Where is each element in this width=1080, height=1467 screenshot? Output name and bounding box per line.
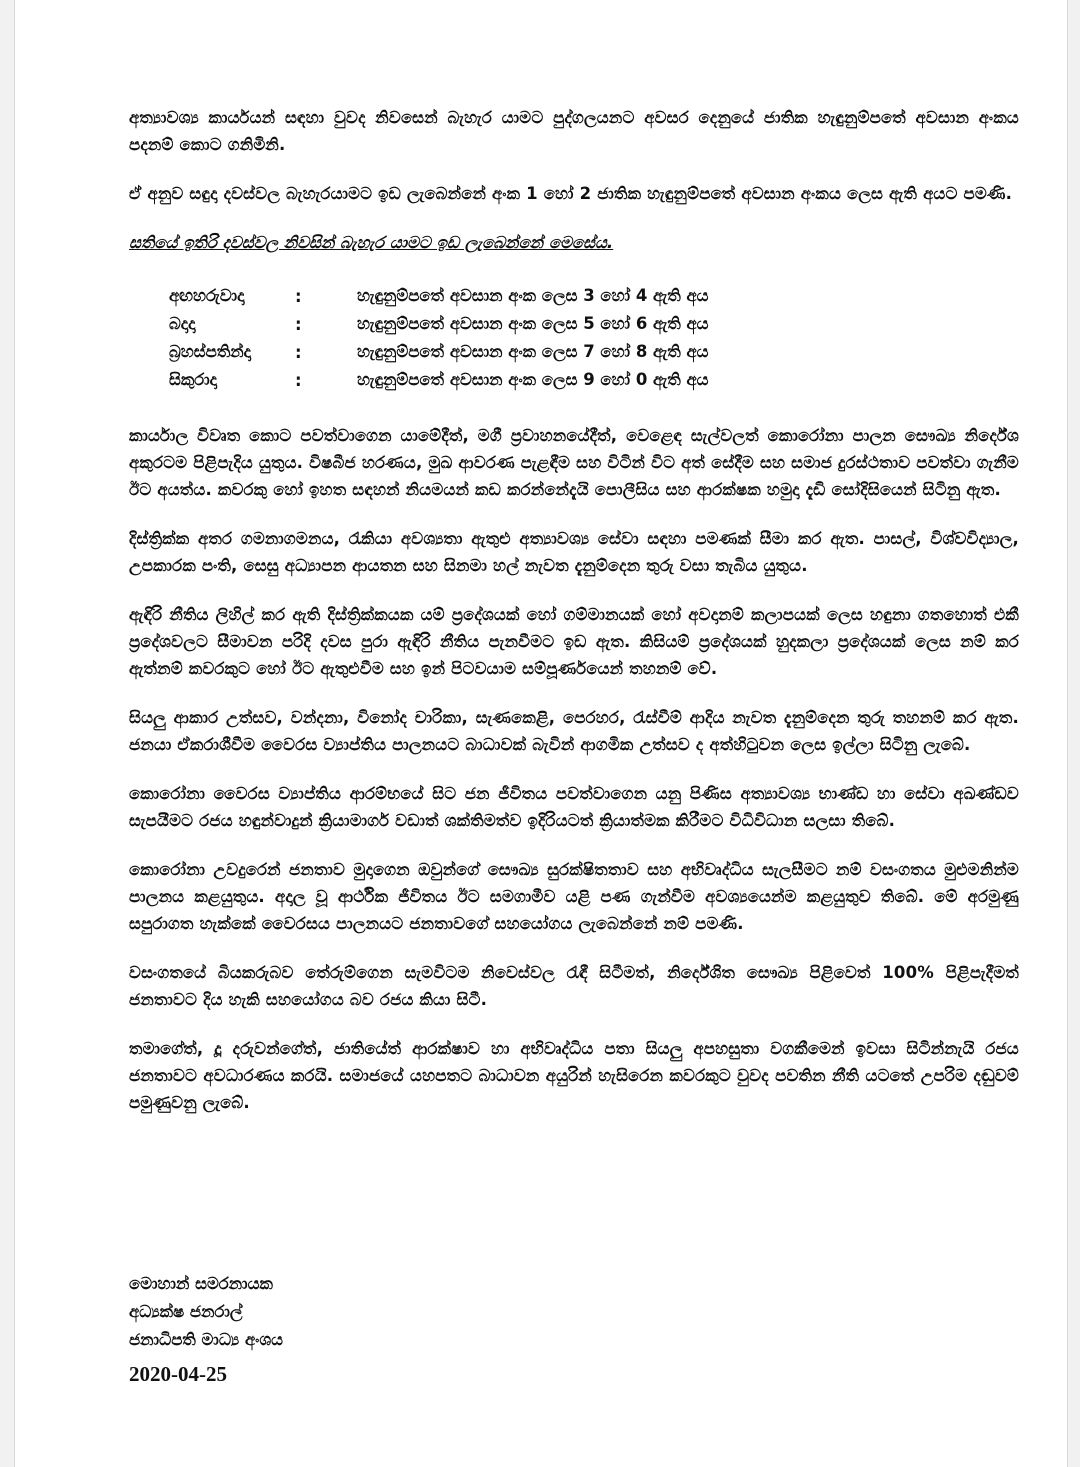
paragraph-4: දිස්ත්‍රික්ක අතර ගමනාගමනය, රැකියා අවශ්‍යතා ඇතුළු අත්‍යාවශ්‍ය සේවා සඳහා පමණක් සීමා කර ඇත. පාසල්, විශ්වවිද්‍යාල, උපකාරක පංති, සෙසු අධ්‍යාපන ආයතන සහ සිනමා හල් නැවත දැනුම්දෙන තුරු වසා තැබිය යුතුය. — [129, 529, 1019, 575]
schedule-rule: හැඳුනුම්පතේ අවසාන අංක ලෙස 3 හෝ 4 ඇති අය — [357, 286, 709, 305]
paragraph-9-end: පිළිපැදීමත් ජනතාවට දිය හැකි සහයෝගය බව රජය කියා සිටී. — [129, 963, 1019, 1009]
schedule-colon: : — [295, 286, 302, 306]
paragraph-10: තමාගේත්, දූ දරුවන්ගේත්, ජාතියේත් ආරක්ෂාව හා අභිවෘද්ධිය පතා සියලු අපහසුතා වගකීමෙන් ඉවසා සිටින්නැයි රජය ජනතාවට අවධාරණය කරයි. සමාජයේ යහපතට බාධාවන අයුරින් හැසිරෙන කවරකුට වුවද පවතින නීති යටතේ උපරිම දඬුවම් පමුණුවනු ලැබේ. — [129, 1039, 1019, 1112]
paragraph-8: කොරෝනා උවදුරෙන් ජනතාව මුදාගෙන ඔවුන්ගේ සෞඛ්‍ය සුරක්ෂිතතාව සහ අභිවෘද්ධිය සැලසීමට නම් වසංගතය මුළුමනින්ම පාලනය කළයුතුය. අදාල වූ ආර්ථික ජීවිතය ඊට සමගාමීව යළි පණ ගැන්වීම අවශ්‍යයෙන්ම කළයුතුව තිබේ. මේ අරමුණු සපුරාගත හැක්කේ වෛරසය පාලනයට ජනතාවගේ සහයෝගය ලැබෙන්නේ නම් පමණි. — [129, 860, 1019, 933]
schedule-rule: හැඳුනුම්පතේ අවසාන අංක ලෙස 7 හෝ 8 ඇති අය — [357, 342, 709, 361]
paragraph-2: ඒ අනුව සඳුදා දවස්වල බැහැරයාමට ඉඩ ලැබෙන්නේ අංක 1 හෝ 2 ජාතික හැඳුනුම්පතේ අවසාන අංකය ලෙස ඇති අයට පමණි. — [129, 184, 1013, 203]
document-date: 2020-04-25 — [129, 1362, 227, 1386]
schedule-rule: හැඳුනුම්පතේ අවසාන අංක ලෙස 9 හෝ 0 ඇති අය — [357, 370, 709, 389]
paragraph-7: කොරෝනා වෛරස ව්‍යාප්තිය ආරම්භයේ සිට ජන ජීවිතය පවත්වාගෙන යනු පිණිස අත්‍යාවශ්‍ය භාණ්ඩ හා සේවා අඛණ්ඩව සැපයීමට රජය හඳුන්වාදුන් ක්‍රියාමාර්ග වඩාත් ශක්තිමත්ව ඉදිරියටත් ක්‍රියාත්මක කිරීමට විධිවිධාන සලසා තිබේ. — [129, 784, 1019, 830]
signatory-office: ජනාධිපති මාධ්‍ය අංශය — [129, 1330, 284, 1349]
schedule-colon: : — [295, 314, 302, 334]
signatory-name: මොහාන් සමරනායක — [129, 1274, 273, 1293]
schedule-colon: : — [295, 342, 302, 362]
schedule-day: බ්‍රහස්පතින්දා — [169, 342, 251, 361]
schedule-day: බදාදා — [169, 314, 196, 333]
paragraph-3: කාර්යාල විවෘත කොට පවත්වාගෙන යාමේදීත්, මගී ප්‍රවාහනයේදීත්, වෙළෙඳ සැල්වලත් කොරෝනා පාලන සෞඛ්‍ය නිර්දේශ අකුරටම පිළිපැදිය යුතුය. විෂබීජ හරණය, මුඛ ආවරණ පැළඳීම සහ විටින් විට අත් සේදීම සහ සමාජ දුරස්ථතාව පවත්වා ගැනීම ඊට අයත්ය. කවරකු හෝ ඉහත සඳහන් නියමයන් කඩ කරන්නේදැයි පොලීසිය සහ ආරක්ෂක හමුදා දැඩි සෝදිසියෙන් සිටිනු ඇත. — [129, 426, 1019, 499]
paragraph-5: ඇඳිරි නීතිය ලිහිල් කර ඇති දිස්ත්‍රික්කයක යම් ප්‍රදේශයක් හෝ ගම්මානයක් හෝ අවදානම් කලාපයක් ලෙස හඳුනා ගතහොත් එකී ප්‍රදේශවලට සීමාවන පරිදි දවස පුරා ඇඳිරි නීතිය පැනවීමට ඉඩ ඇත. කිසියම් ප්‍රදේශයක් හුදකලා ප්‍රදේශයක් ලෙස නම් කර ඇත්නම් කවරකුට හෝ ඊට ඇතුළුවීම සහ ඉන් පිටවයාම සම්පූර්ණයෙන් තහනම් වේ. — [129, 605, 1019, 678]
document-body — [129, 104, 1019, 1138]
schedule-heading: සතියේ ඉතිරි දවස්වල නිවසින් බැහැර යාමට ඉඩ ලැබෙන්නේ මෙසේය. — [129, 233, 614, 252]
signature-block — [129, 1270, 729, 1354]
paragraph-6: සියලු ආකාර උත්සව, වන්දනා, විනෝද චාරිකා, සැණකෙළි, පෙරහර, රැස්වීම් ආදිය නැවත දැනුම්දෙන තුරු තහනම් කර ඇත. ජනයා ඒකරාශීවීම වෛරස ව්‍යාප්තිය පාලනයට බාධාවක් බැවින් ආගමික උත්සව ද අත්හිටුවන ලෙස ඉල්ලා සිටිනු ලැබේ. — [129, 708, 1019, 754]
schedule-row — [169, 366, 807, 394]
paragraph-9 — [129, 959, 1019, 1013]
schedule-day: අඟහරුවාදා — [169, 286, 245, 305]
paragraph-1: අත්‍යාවශ්‍ය කාර්යයන් සඳහා වුවද නිවසෙන් බැහැර යාමට පුද්ගලයනට අවසර දෙනුයේ ජාතික හැඳුනුම්පතේ අවසාන අංකය පදනම් කොට ගනිමිනි. — [129, 108, 1019, 154]
schedule-row — [169, 310, 807, 338]
schedule-colon: : — [295, 370, 302, 390]
paragraph-9-start: වසංගතයේ බියකරුබව තේරුම්ගෙන සැමවිටම නිවෙස්වල රැඳී සිටීමත්, නිර්දේශිත සෞඛ්‍ය පිළිවෙත් — [129, 963, 883, 982]
document-page — [14, 0, 1068, 1467]
schedule-day: සිකුරාදා — [169, 370, 217, 389]
schedule-table — [169, 282, 807, 394]
schedule-rule: හැඳුනුම්පතේ අවසාන අංක ලෙස 5 හෝ 6 ඇති අය — [357, 314, 709, 333]
schedule-row — [169, 338, 807, 366]
percent-value: 100% — [882, 963, 935, 982]
schedule-row — [169, 282, 807, 310]
signatory-title: අධ්‍යක්ෂ ජනරාල් — [129, 1302, 243, 1321]
